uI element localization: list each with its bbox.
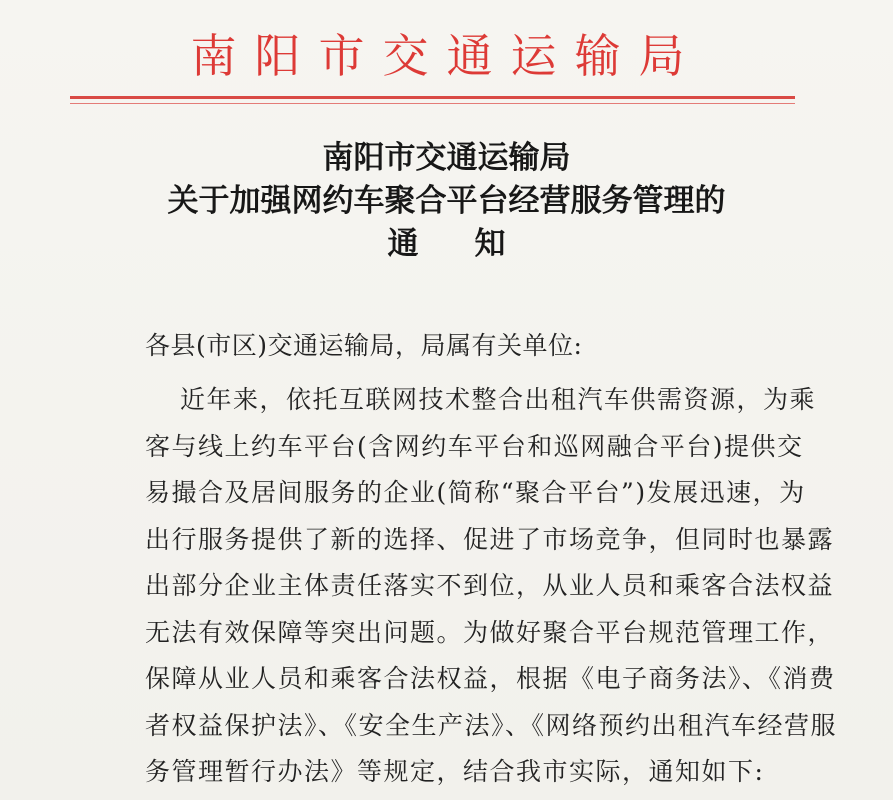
document-title	[0, 137, 893, 266]
body-line: 者权益保护法》、《安全生产法》、《网络预约出租汽车经营服	[145, 710, 838, 740]
title-line-subject: 关于加强网约车聚合平台经营服务管理的	[167, 183, 726, 219]
letterhead-organization: 南阳市交通运输局	[190, 29, 703, 83]
letterhead-red-rule	[70, 96, 795, 99]
body-line: 无法有效保障等突出问题。为做好聚合平台规范管理工作，	[145, 617, 835, 647]
body-line: 近年来，依托互联网技术整合出租汽车供需资源，为乘	[180, 385, 817, 414]
body-line: 易撮合及居间服务的企业(简称“聚合平台”)发展迅速，为	[145, 478, 806, 507]
title-line-issuer: 南阳市交通运输局	[322, 140, 571, 176]
body-line: 出部分企业主体责任落实不到位，从业人员和乘客合法权益	[145, 571, 835, 600]
title-line-notice: 通知	[387, 226, 562, 262]
body-line: 务管理暂行办法》等规定，结合我市实际，通知如下:	[145, 757, 765, 786]
body-line: 客与线上约车平台(含网约车平台和巡网融合平台)提供交	[145, 431, 804, 461]
body-line: 保障从业人员和乘客合法权益，根据《电子商务法》、《消费	[145, 664, 836, 693]
letterhead-red-rule-thin	[70, 103, 795, 104]
body-line: 出行服务提供了新的选择、促进了市场竞争，但同时也暴露	[145, 524, 835, 554]
salutation: 各县(市区)交通运输局，局属有关单位:	[145, 331, 583, 360]
body-paragraph	[145, 377, 838, 796]
